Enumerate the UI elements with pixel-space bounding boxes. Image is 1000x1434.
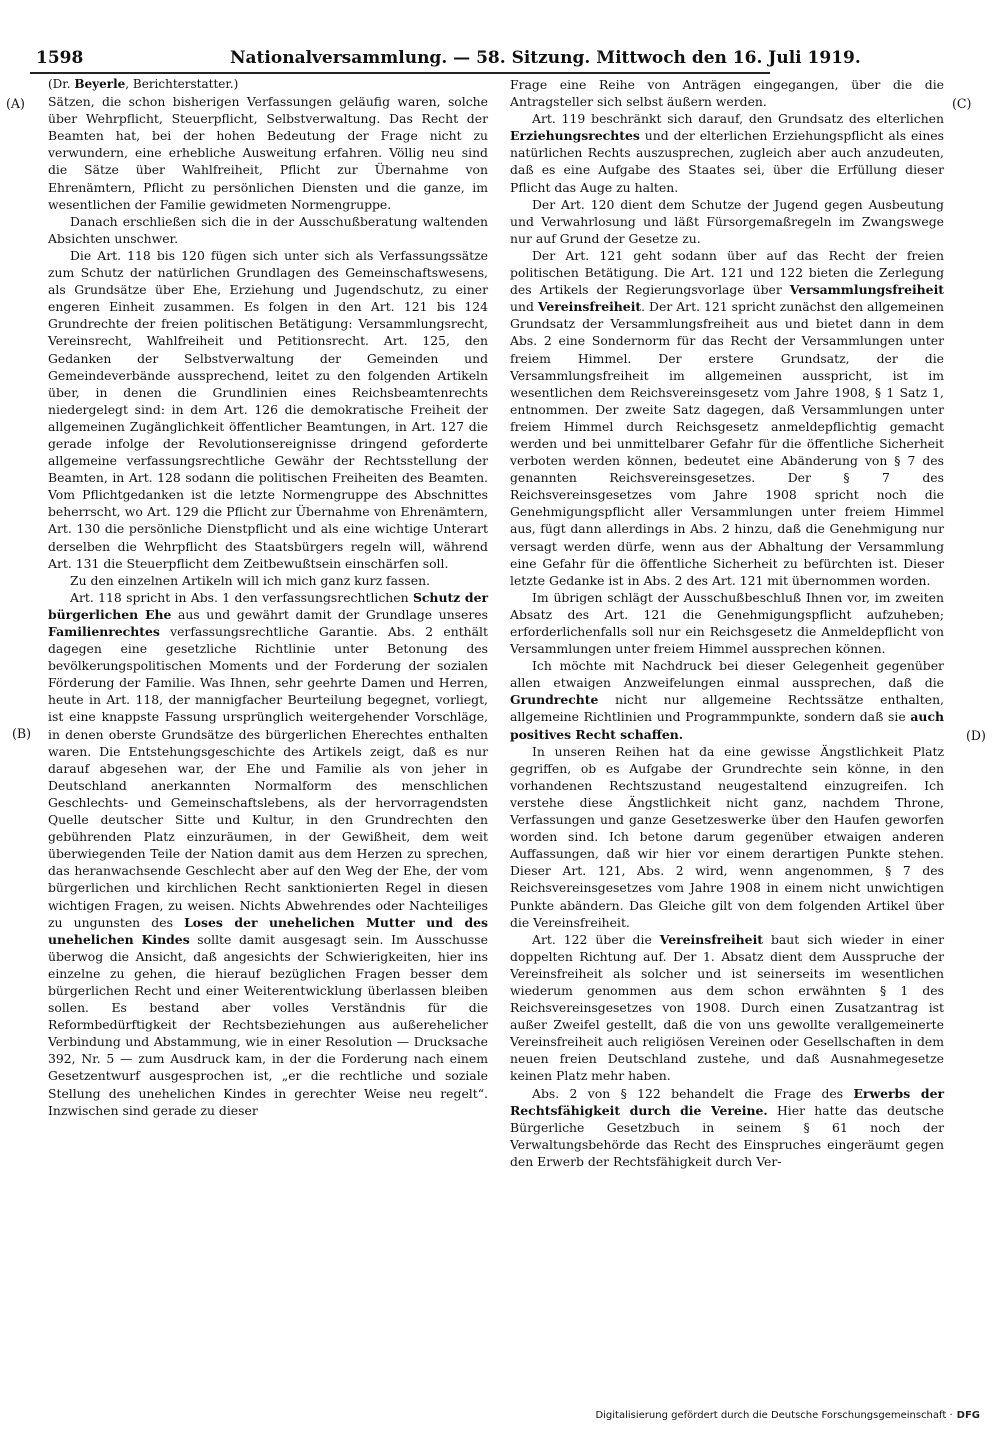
emphasis: Grundrechte bbox=[510, 692, 599, 708]
page-header bbox=[30, 44, 861, 74]
speaker-attribution: (Dr. Beyerle, Berichterstatter.) bbox=[48, 77, 239, 91]
paragraph: Zu den einzelnen Artikeln will ich mich ganz kurz fassen. bbox=[70, 572, 430, 588]
paragraph: In unseren Reihen hat da eine gewisse Ängstlichkeit Platz gegriffen, ob es Aufgabe der Grundrechte sein könne, in den vorhandenen Rechtszustand neugestaltend einzugreifen. Ich verstehe diese Ängstlichkeit nicht ganz, nachdem Throne, Verfassungen und ganze Gesetzeswerke über den Haufen geworfen worden sind. Ich betone darum gegenüber etwaigen anderen Auffassungen, daß wir hier vor einem derartigen Punkte stehen. Dieser Art. 121, Abs. 2 wird, wenn angenommen, § 7 des Reichsvereinsgesetzes vom Jahre 1908 in einem nicht unwichtigen Punkte abändern. Das Gleiche gilt von dem folgenden Artikel über die Vereinsfreiheit. bbox=[510, 743, 944, 930]
paragraph: Der Art. 120 dient dem Schutze der Jugend gegen Ausbeutung und Verwahrlosung und läßt Fürsorgemaßregeln im Zwangswege nur auf Grund der Gesetze zu. bbox=[510, 196, 944, 246]
emphasis: Erwerbs der Rechtsfähigkeit durch die Vereine. bbox=[510, 1085, 944, 1118]
paragraph: Art. 118 spricht in Abs. 1 den verfassungsrechtlichen Schutz der bürgerlichen Ehe aus und gewährt damit der Grundlage unseres Familienrechtes verfassungsrechtliche Garantie. Abs. 2 enthält dagegen eine gesetzliche Richtlinie unter Betonung des bevölkerungspolitischen Moments und der Forderung der sozialen Förderung der Familie. Was Ihnen, sehr geehrte Damen und Herren, heute in Art. 118, der mannigfacher Beurteilung begegnet, vorliegt, ist eine knappste Fassung ursprünglich weitergehender Vorschläge, in denen oberste Grundsätze des bürgerlichen Eherechtes enthalten waren. Die Entstehungsgeschichte des Artikels zeigt, daß es nur darauf abgesehen war, der Ehe und Familie als von jeher in Deutschland anerkannten Normalform des menschlichen Geschlechts- und Gemeinschaftslebens, als der hervorragendsten Quelle deutscher Sitte und Kultur, in den Grundrechten den gebührenden Platz einzuräumen, in der Gewißheit, dem weit überwiegenden Teile der Nation damit aus dem Herzen zu sprechen, das heranwachsende Geschlecht aber auf den Weg der Ehe, der vom bürgerlichen und kirchlichen Recht sanktionierten Regel in diesen wichtigen Fragen, zu weisen. Nichts Abwehrendes oder Nachteiliges zu ungunsten des Loses der unehelichen Mutter und des unehelichen Kindes sollte damit ausgesagt sein. Im Ausschusse überwog die Ansicht, daß angesichts der Schwierigkeiten, hier ins einzelne zu gehen, die hierauf bezüglichen Fragen besser dem bürgerlichen Recht und einer Weiterentwicklung überlassen bleiben sollen. Es bestand aber volles Verständnis für die Reformbedürftigkeit der Rechtsbeziehungen aus außerehelicher Verbindung und Abstammung, wie in einer Resolution — Drucksache 392, Nr. 5 — zum Ausdruck kam, in der die Forderung nach einem Gesetzentwurf ausgesprochen ist, „er die rechtliche und soziale Stellung des unehelichen Kindes in gerechter Weise neu regelt“. Inzwischen sind gerade zu dieser bbox=[48, 589, 488, 1118]
paragraph: Ich möchte mit Nachdruck bei dieser Gelegenheit gegenüber allen etwaigen Anzweifelungen einmal aussprechen, daß die Grundrechte nicht nur allgemeine Rechtssätze enthalten, allgemeine Richtlinien und Programmpunkte, sondern daß sie auch positives Recht schaffen. bbox=[510, 658, 944, 742]
paragraph: Im übrigen schlägt der Ausschußbeschluß Ihnen vor, im zweiten Absatz des Art. 121 die Genehmigungspflicht aufzuheben; erforderlichenfalls soll nur ein Reichsgesetz die Anmeldepflicht von Versammlungen unter freiem Himmel aussprechen können. bbox=[510, 589, 944, 657]
paragraph: Art. 119 beschränkt sich darauf, den Grundsatz des elterlichen Erziehungsrechtes und der elterlichen Erziehungspflicht als eines natürlichen Rechts auszusprechen, zugleich aber auch anzudeuten, daß es eine Aufgabe des Staates sei, über die Erfüllung dieser Pflicht das Auge zu halten. bbox=[510, 111, 944, 195]
paragraph: Frage eine Reihe von Anträgen eingegangen, über die die Antragsteller sich selbst äußern werden. bbox=[510, 77, 944, 110]
dfg-logo: DFG bbox=[956, 1410, 980, 1421]
emphasis: Vereinsfreiheit bbox=[537, 299, 642, 315]
emphasis: Versammlungsfreiheit bbox=[789, 282, 944, 298]
left-column bbox=[48, 76, 488, 1119]
margin-marker-d: (D) bbox=[966, 728, 986, 743]
margin-marker-b: (B) bbox=[12, 726, 32, 741]
paragraph: Art. 122 über die Vereinsfreiheit baut sich wieder in einer doppelten Richtung auf. Der 1. Absatz dient dem Ausspruche der Vereinsfreiheit als solcher und ist seinerseits im wesentlichen wiederum genommen aus dem schon erwähnten § 1 des Reichsvereinsgesetzes von 1908. Durch einen Zusatzantrag ist außer Zweifel gestellt, daß die von uns gewollte verallgemeinerte Vereinsfreiheit auch religiösen Vereinen oder Gesellschaften in dem neuen freien Deutschland zustehe, und daß Ausnahmegesetze keinen Platz mehr haben. bbox=[510, 931, 944, 1084]
emphasis: Erziehungsrechtes bbox=[510, 128, 640, 144]
funding-footer bbox=[560, 1410, 980, 1421]
footer-text: Digitalisierung gefördert durch die Deutsche Forschungsgemeinschaft · bbox=[595, 1410, 953, 1421]
paragraph: Abs. 2 von § 122 behandelt die Frage des Erwerbs der Rechtsfähigkeit durch die Vereine. Hier hatte das deutsche Bürgerliche Gesetzbuch in seinem § 61 noch der Verwaltungsbehörde das Recht des Einspruches eingeräumt gegen den Erwerb der Rechtsfähigkeit durch Ver- bbox=[510, 1085, 945, 1169]
margin-marker-c: (C) bbox=[952, 96, 972, 111]
right-column bbox=[510, 76, 944, 1170]
emphasis: Vereinsfreiheit bbox=[659, 931, 763, 947]
paragraph: Der Art. 121 geht sodann über auf das Recht der freien politischen Betätigung. Die Art. 121 und 122 bieten die Zerlegung des Artikels der Regierungsvorlage über Versammlungsfreiheit und Vereinsfreiheit. Der Art. 121 spricht zunächst den allgemeinen Grundsatz der Versammlungsfreiheit aus und bietet dann in dem Abs. 2 eine Sondernorm für das Recht der Versammlungen unter freiem Himmel. Der erstere Grundsatz, der die Versammlungsfreiheit im allgemeinen ausspricht, ist im wesentlichen dem Reichsvereinsgesetz vom Jahre 1908, § 1 Satz 1, entnommen. Der zweite Satz dagegen, daß Versammlungen unter freiem Himmel durch Reichsgesetz anmeldepflichtig gemacht werden und bei unmittelbarer Gefahr für die öffentliche Sicherheit verboten werden können, bedeutet eine Abänderung von § 7 des genannten Reichsvereinsgesetzes. Der § 7 des Reichsvereinsgesetzes vom Jahre 1908 spricht noch die Genehmigungspflicht aller Versammlungen unter freiem Himmel aus, fügt dann allerdings in Abs. 2 hinzu, daß die Genehmigung nur versagt werden dürfe, wenn aus der Abhaltung der Versammlung eine Gefahr für die öffentliche Sicherheit zu befürchten ist. Dieser letzte Gedanke ist in Abs. 2 des Art. 121 mit übernommen worden. bbox=[510, 247, 944, 588]
paragraph: Sätzen, die schon bisherigen Verfassungen geläufig waren, solche über Wehrpflicht, Steuerpflicht, Selbstverwaltung. Das Recht der Beamten hat, bei der hohen Bedeutung der Frage nicht zu verwundern, eine erhebliche Ausweitung erfahren. Völlig neu sind die Sätze über Wahlfreiheit, Pflicht zur Übernahme von Ehrenämtern, Pflicht zu persönlichen Diensten und die ganze, im wesentlichen der Familie gewidmeten Normengruppe. bbox=[48, 94, 488, 212]
speaker-name: Beyerle bbox=[74, 77, 126, 91]
emphasis: Loses der unehelichen Mutter und des unehelichen Kindes bbox=[48, 914, 488, 947]
paragraph: Die Art. 118 bis 120 fügen sich unter sich als Verfassungssätze zum Schutz der natürlichen Grundlagen des Gemeinschaftswesens, als Grundsätze über Ehe, Erziehung und Jugendschutz, zu einer engeren Einheit zusammen. Es folgen in den Art. 121 bis 124 Grundrechte der freien politischen Betätigung: Versammlungsrecht, Vereinsrecht, Wahlfreiheit und Petitionsrecht. Art. 125, den Gedanken der Selbstverwaltung der Gemeinden und Gemeindeverbände aussprechend, leitet zu den folgenden Artikeln über, in denen die Grundlinien eines Reichsbeamtenrechts niedergelegt sind: in dem Art. 126 die demokratische Freiheit der allgemeinen Zugänglichkeit öffentlicher Beamtungen, in Art. 127 die gerade infolge der Revolutionsereignisse dringend geforderte allgemeine verfassungsrechtliche Gewähr der Rechtsstellung der Beamten, in Art. 128 sodann die politischen Freiheiten des Beamten. Vom Pflichtgedanken ist die letzte Normengruppe des Abschnittes beherrscht, wo Art. 129 die Pflicht zur Übernahme von Ehrenämtern, Art. 130 die persönliche Dienstpflicht und als eine wichtige Unterart derselben die Wehrpflicht des Staatsbürgers regeln will, während Art. 131 die Steuerpflicht dem Zeitbewußtsein einschärfen soll. bbox=[48, 247, 488, 571]
emphasis: Familienrechtes bbox=[48, 624, 160, 639]
emphasis: auch positives Recht schaffen. bbox=[510, 709, 944, 742]
emphasis: Schutz der bürgerlichen Ehe bbox=[48, 589, 488, 622]
running-title: Nationalversammlung. — 58. Sitzung. Mittwoch den 16. Juli 1919. bbox=[230, 48, 861, 68]
margin-marker-a: (A) bbox=[6, 96, 25, 111]
page-number: 1598 bbox=[36, 48, 84, 68]
paragraph: Danach erschließen sich die in der Ausschußberatung waltenden Absichten unschwer. bbox=[48, 213, 488, 246]
